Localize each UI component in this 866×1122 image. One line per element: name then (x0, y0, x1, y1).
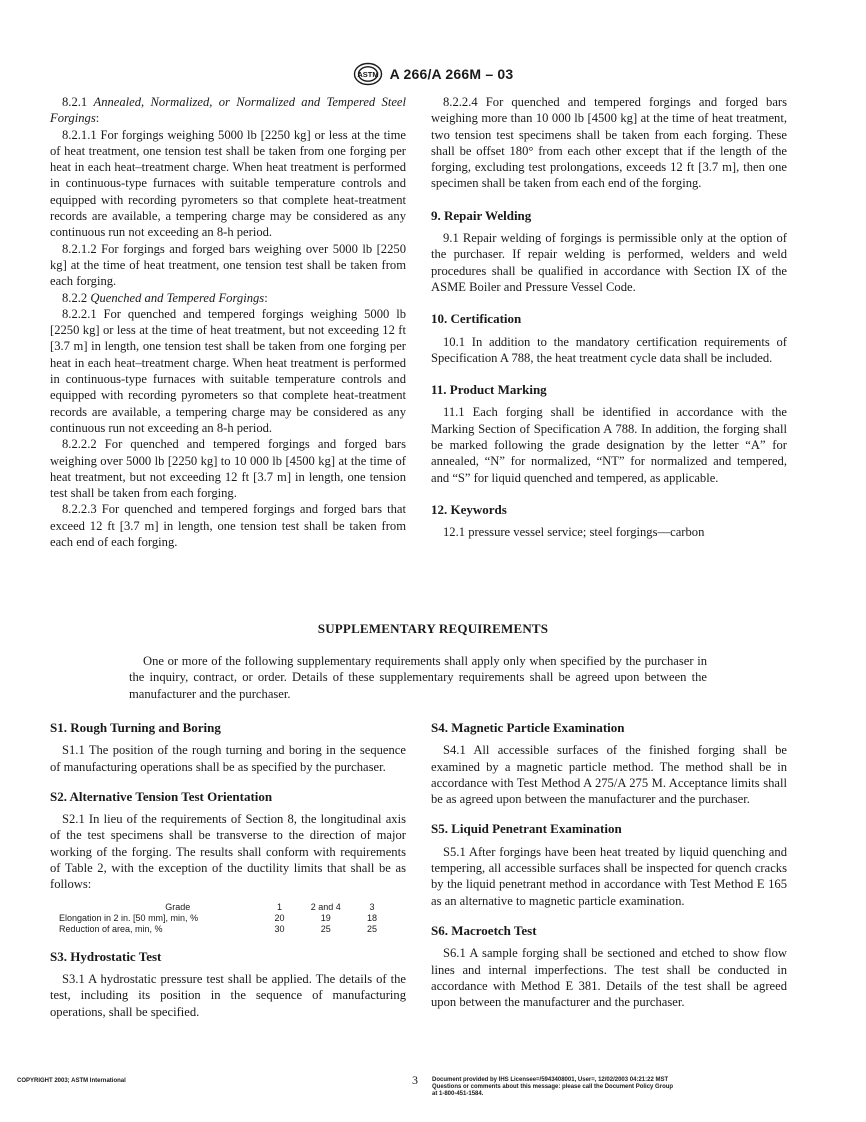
table-row-label: Reduction of area, min, % (59, 923, 163, 934)
table-cell: 25 (367, 923, 378, 934)
section-10-1: 10.1 In addition to the mandatory certification requirements of Specification A 788, the heat treatment cycle data shall be included. (431, 334, 787, 365)
table-cell: 19 (320, 912, 331, 923)
table-col-header: 3 (369, 901, 375, 912)
top-right-column (431, 94, 787, 541)
license-line: at 1-800-451-1584. (432, 1091, 484, 1097)
license-notice (432, 1077, 752, 1098)
section-8-2-2-3: 8.2.2.3 For quenched and tempered forgings and forged bars that exceed 12 ft [3.7 m] in length, one tension test shall be taken from each end of each forging. (50, 502, 406, 550)
table-cell: 30 (274, 923, 285, 934)
table-col-header: 1 (276, 901, 282, 912)
section-s3-1: S3.1 A hydrostatic pressure test shall be applied. The details of the test, including its position in the sequence of manufacturing operations, shall be specified. (50, 971, 406, 1019)
table-cell: 20 (274, 912, 285, 923)
copyright-notice: COPYRIGHT 2003; ASTM International (17, 1078, 126, 1084)
table-col-header: 2 and 4 (310, 901, 341, 912)
section-8-2-2-1: 8.2.2.1 For quenched and tempered forgings weighing 5000 lb [2250 kg] or less at the time of heat treatment, but not exceeding 12 ft [3.7 m] in length, one tension test shall be taken from one forging per heat in each heat–treatment charge. When heat treatment is performed in continuous-type furnaces with suitable temperature controls and equipped with recording pyrometers so that complete heat-treatment records are available, a tempering charge may be considered as any continuous run not exceeding an 8-h period. (50, 306, 406, 435)
logo-text: ASTM (356, 70, 379, 79)
section-11-1: 11.1 Each forging shall be identified in accordance with the Marking Section of Specification A 788. In addition, the forging shall be marked following the grade designation by the letter “A” for annealed, “N” for normalized, “NT” for normalized and tempered, and “S” for liquid quenched and tempered, as applicable. (431, 405, 787, 485)
section-8-2-1: 8.2.1 Annealed, Normalized, or Normalized and Tempered Steel Forgings: (50, 95, 406, 126)
section-8-2-2-2: 8.2.2.2 For quenched and tempered forgings and forged bars weighing over 5000 lb [2250 kg] to 10 000 lb [4500 kg] at the time of heat treatment, but not exceeding 12 ft [3.7 m] in length, one tension test shall be taken from each forging. (50, 437, 406, 501)
heading-s6: S6. Macroetch Test (431, 922, 537, 938)
table-row-label: Elongation in 2 in. [50 mm], min, % (59, 912, 199, 923)
table-header-row (59, 902, 395, 913)
supplementary-intro: One or more of the following supplementary requirements shall apply only when specified by the purchaser in the inquiry, contract, or order. Details of these supplementary requirements shall be agreed upon between the manufacturer and the purchaser. (129, 654, 707, 701)
heading-keywords: 12. Keywords (431, 501, 507, 517)
bottom-left-column (50, 720, 406, 1020)
page-number: 3 (412, 1073, 418, 1087)
heading-s1: S1. Rough Turning and Boring (50, 720, 221, 735)
astm-logo-icon (353, 62, 383, 86)
license-line: Questions or comments about this message: please call the Document Policy Group (432, 1084, 674, 1090)
heading-s3: S3. Hydrostatic Test (50, 948, 162, 964)
heading-s2: S2. Alternative Tension Test Orientation (50, 788, 273, 804)
heading-s5: S5. Liquid Penetrant Examination (431, 821, 622, 837)
table-cell: 25 (320, 923, 331, 934)
section-8-2-1-1: 8.2.1.1 For forgings weighing 5000 lb [2250 kg] or less at the time of heat treatment, one tension test shall be taken from one forging per heat in each heat–treatment charge. When heat treatment is performed in continuous-type furnaces with suitable temperature controls and equipped with recording pyrometers so that complete heat-treatment records are available, a tempering charge may be considered as any continuous run not exceeding an 8-h period. (50, 127, 406, 240)
bottom-right-column (431, 720, 787, 1010)
top-left-column (50, 94, 406, 550)
section-s4-1: S4.1 All accessible surfaces of the finished forging shall be examined by a magnetic particle method. The method shall be in accordance with Test Method A 275/A 275 M. Acceptance limits shall be as agreed upon between the manufacturer and the purchaser. (431, 743, 787, 807)
table-header-label: Grade (165, 901, 191, 912)
page-header (0, 62, 866, 86)
table-row (59, 924, 395, 935)
heading-s4: S4. Magnetic Particle Examination (431, 720, 625, 735)
heading-certification: 10. Certification (431, 311, 522, 327)
document-designation: A 266/A 266M – 03 (389, 66, 514, 82)
license-line: Document provided by IHS Licensee=/5943408001, User=, 12/02/2003 04:21:22 MST (432, 1077, 669, 1083)
heading-repair-welding: 9. Repair Welding (431, 207, 532, 223)
section-8-2-1-2: 8.2.1.2 For forgings and forged bars weighing over 5000 lb [2250 kg] at the time of heat treatment, one tension test shall be taken from each forging. (50, 241, 406, 289)
section-s6-1: S6.1 A sample forging shall be sectioned and etched to show flow lines and internal imperfections. The test shall be conducted in accordance with Method E 381. Details of the test shall be agreed upon between the manufacturer and the purchaser. (431, 946, 787, 1010)
section-8-2-2-4: 8.2.2.4 For quenched and tempered forgings and forged bars weighing more than 10 000 lb [4500 kg] at the time of heat treatment, two tension test specimens shall be taken from each forging. These shall be offset 180° from each other except that if the length of the forging, excluding test prolongations, exceeds 12 ft [3.7 m], then one specimen shall be taken from each end of the forging. (431, 95, 787, 191)
table-row (59, 913, 395, 924)
table-cell: 18 (367, 912, 378, 923)
section-12-1: 12.1 pressure vessel service; steel forgings—carbon (443, 525, 705, 540)
supplementary-title: SUPPLEMENTARY REQUIREMENTS (317, 621, 549, 636)
section-9-1: 9.1 Repair welding of forgings is permissible only at the option of the purchaser. If repair welding is performed, welders and weld procedures shall be qualified in accordance with Section IX of the ASME Boiler and Pressure Vessel Code. (431, 231, 787, 294)
section-s1-1: S1.1 The position of the rough turning and boring in the sequence of manufacturing operations shall be as specified by the purchaser. (50, 743, 406, 774)
section-s5-1: S5.1 After forgings have been heat treated by liquid quenching and tempering, all accessible surfaces shall be inspected for quench cracks by the liquid penetrant method in accordance with Test Method E 165 as an alternative to magnetic particle examination. (431, 844, 787, 908)
section-8-2-2: 8.2.2 Quenched and Tempered Forgings: (62, 290, 268, 305)
section-s2-1: S2.1 In lieu of the requirements of Section 8, the longitudinal axis of the test specimens shall be transverse to the direction of major working of the forging. The results shall conform with requirements of Table 2, with the exception of the ductility limits that shall be as follows: (50, 812, 406, 892)
heading-product-marking: 11. Product Marking (431, 382, 547, 398)
ductility-table (59, 902, 395, 935)
